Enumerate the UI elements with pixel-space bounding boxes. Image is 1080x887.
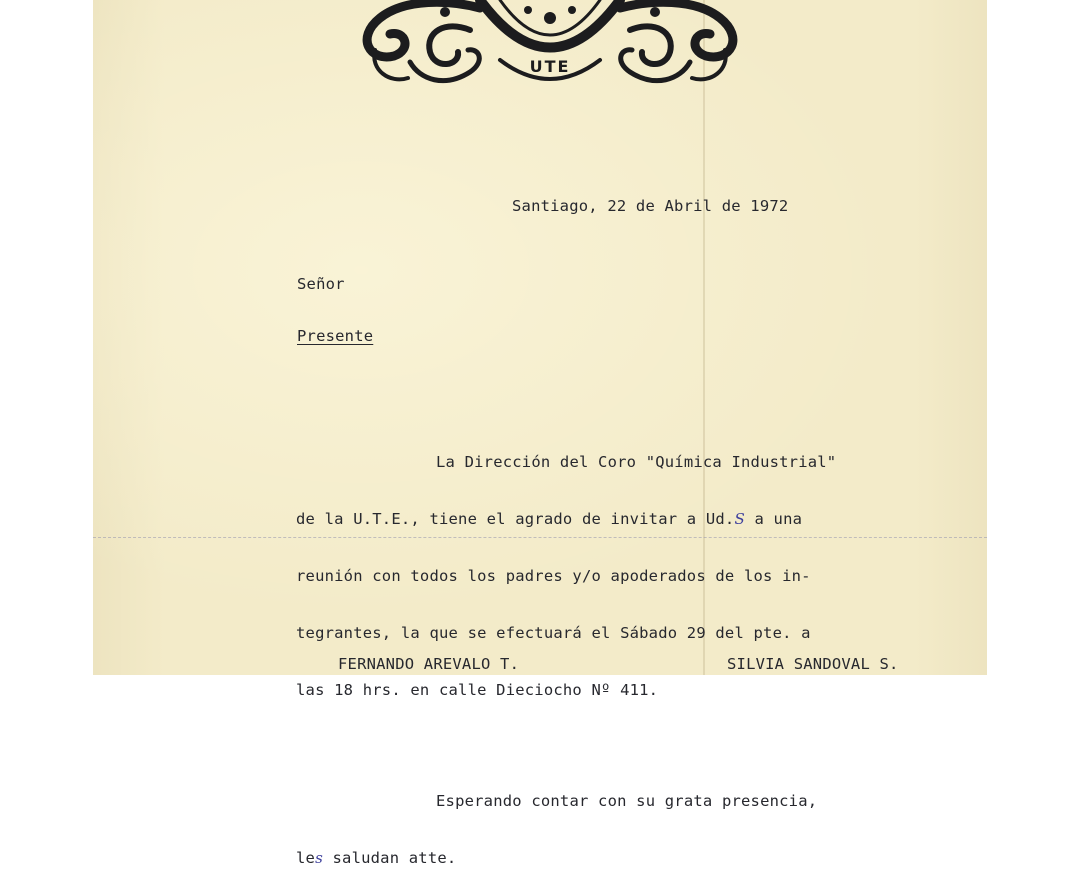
body-line: reunión con todos los padres y/o apoderados de los in- xyxy=(296,567,811,585)
body-line: las 18 hrs. en calle Dieciocho Nº 411. xyxy=(296,681,659,699)
signatory-left: FERNANDO AREVALO T. xyxy=(338,655,520,673)
body-line: Esperando contar con su grata presencia, xyxy=(436,792,818,810)
body-text-segment: de la U.T.E., tiene el agrado de invitar a Ud. xyxy=(296,510,735,528)
body-text-segment: saludan atte. xyxy=(322,849,457,867)
body-text-segment: a una xyxy=(744,510,803,528)
emblem-label: UTE xyxy=(529,57,571,76)
place-date: Santiago, 22 de Abril de 1972 xyxy=(512,197,789,215)
handwritten-correction: S xyxy=(734,510,745,528)
signatory-right: SILVIA SANDOVAL S. xyxy=(727,655,899,673)
choir-emblem-icon xyxy=(350,0,750,95)
salutation: Señor xyxy=(297,275,345,293)
presente-label: Presente xyxy=(297,327,374,345)
body-line: tegrantes, la que se efectuará el Sábado 29 del pte. a xyxy=(296,624,811,642)
body-line: La Dirección del Coro "Química Industrial" xyxy=(436,453,837,471)
body-text-segment: le xyxy=(296,849,316,867)
body-line xyxy=(296,849,836,868)
body-line xyxy=(296,510,836,529)
handwritten-correction: s xyxy=(315,849,323,867)
letter-body xyxy=(296,415,836,887)
